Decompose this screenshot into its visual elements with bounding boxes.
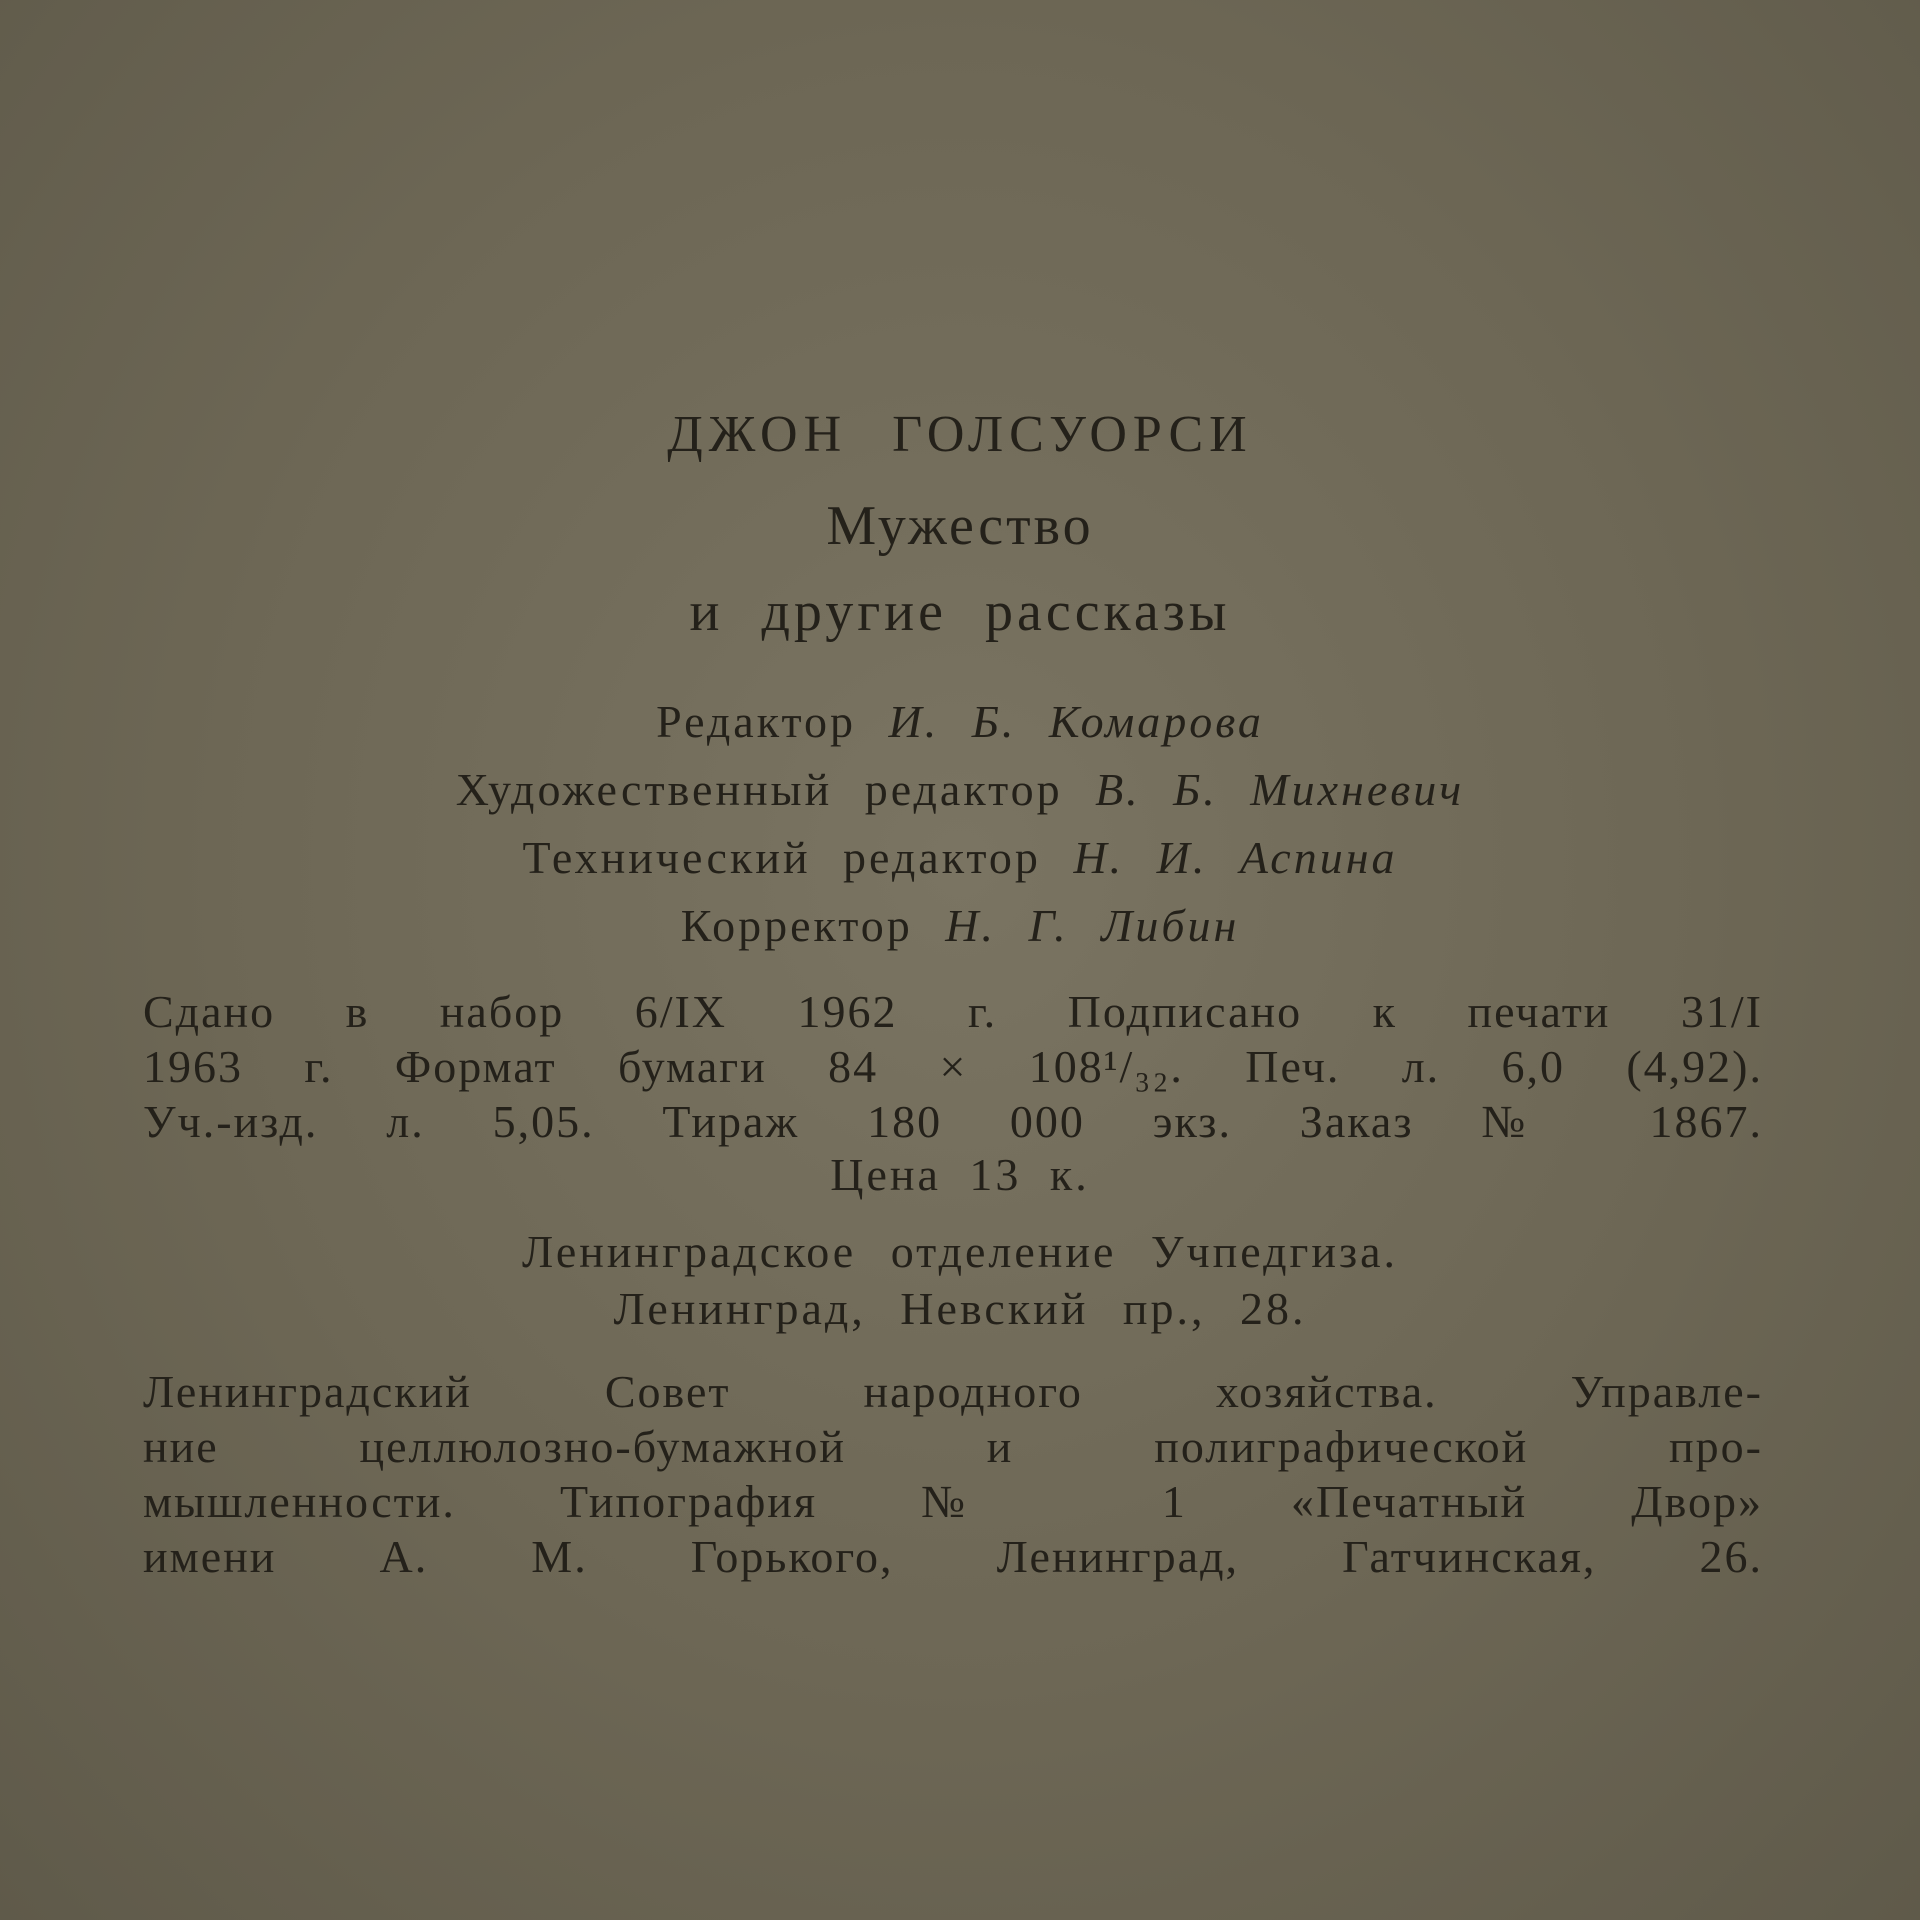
printer-line: имени А. М. Горького, Ленинград, Гатчинская, 26. — [143, 1531, 1763, 1582]
print-info-line: 1963 г. Формат бумаги 84 × 108¹/₃₂. Печ. л. 6,0 (4,92). — [143, 1041, 1763, 1092]
print-info-line: Уч.-изд. л. 5,05. Тираж 180 000 экз. Заказ № 1867. — [143, 1096, 1763, 1147]
credit-name: И. Б. Комарова — [888, 696, 1264, 747]
credit-name: Н. Г. Либин — [945, 900, 1240, 951]
credit-technical-editor — [0, 831, 1920, 884]
credit-editor — [0, 695, 1920, 748]
print-info-line: Сдано в набор 6/IX 1962 г. Подписано к печати 31/I — [143, 986, 1763, 1037]
credit-proofreader — [0, 899, 1920, 952]
printer-line: ние целлюлозно-бумажной и полиграфической про- — [143, 1421, 1763, 1472]
credit-role: Художественный редактор — [455, 764, 1063, 815]
credit-name: Н. И. Аспина — [1073, 832, 1398, 883]
printer-line: Ленинградский Совет народного хозяйства. Управле- — [143, 1366, 1763, 1417]
credit-name: В. Б. Михневич — [1095, 764, 1465, 815]
publisher-line: Ленинградское отделение Учпедгиза. — [521, 1226, 1399, 1277]
publisher-line: Ленинград, Невский пр., 28. — [613, 1283, 1307, 1334]
price: Цена 13 к. — [830, 1149, 1090, 1200]
printer-line: мышленности. Типография № 1 «Печатный Двор» — [143, 1476, 1763, 1527]
credit-art-editor — [0, 763, 1920, 816]
credit-role: Корректор — [680, 900, 913, 951]
author-name: ДЖОН ГОЛСУОРСИ — [667, 406, 1253, 463]
credit-role: Технический редактор — [522, 832, 1041, 883]
credit-role: Редактор — [656, 696, 856, 747]
book-title-line-1: Мужество — [826, 495, 1094, 557]
book-title-line-2: и другие рассказы — [689, 581, 1231, 643]
